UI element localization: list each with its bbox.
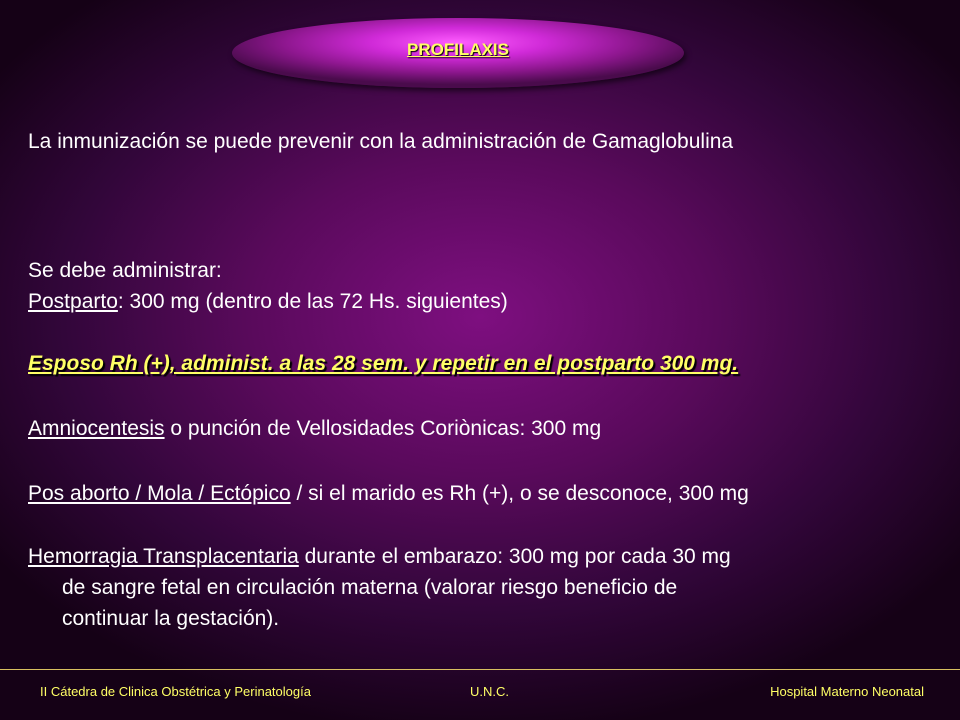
aborto-term: Pos aborto / Mola / Ectópico bbox=[28, 482, 291, 505]
postparto-line bbox=[28, 289, 508, 315]
postparto-text: : 300 mg (dentro de las 72 Hs. siguientes) bbox=[117, 290, 508, 313]
esposo-line: Esposo Rh (+), administ. a las 28 sem. y repetir en el postparto 300 mg. bbox=[28, 352, 739, 375]
hemorragia-line-3: continuar la gestación). bbox=[62, 607, 280, 630]
amnio-line bbox=[28, 416, 601, 442]
footer-right: Hospital Materno Neonatal bbox=[770, 684, 924, 699]
admin-heading: Se debe administrar: bbox=[28, 259, 222, 282]
postparto-term: Postparto bbox=[28, 290, 118, 313]
amnio-text: o punción de Vellosidades Coriònicas: 300 mg bbox=[164, 417, 602, 440]
intro-line: La inmunización se puede prevenir con la administración de Gamaglobulina bbox=[28, 130, 734, 153]
hemorragia-line-2: de sangre fetal en circulación materna (valorar riesgo beneficio de bbox=[62, 576, 678, 599]
aborto-text: / si el marido es Rh (+), o se desconoce, 300 mg bbox=[290, 482, 749, 505]
footer-left: II Cátedra de Clinica Obstétrica y Perinatología bbox=[40, 684, 311, 699]
amnio-term: Amniocentesis bbox=[28, 417, 165, 440]
footer-center: U.N.C. bbox=[470, 684, 509, 699]
footer-divider bbox=[0, 669, 960, 670]
slide-title: PROFILAXIS bbox=[406, 40, 509, 59]
aborto-line bbox=[28, 481, 749, 507]
hemorragia-line-1 bbox=[28, 544, 731, 570]
hemorragia-text: durante el embarazo: 300 mg por cada 30 mg bbox=[298, 545, 731, 568]
hemorragia-term: Hemorragia Transplacentaria bbox=[28, 545, 299, 568]
